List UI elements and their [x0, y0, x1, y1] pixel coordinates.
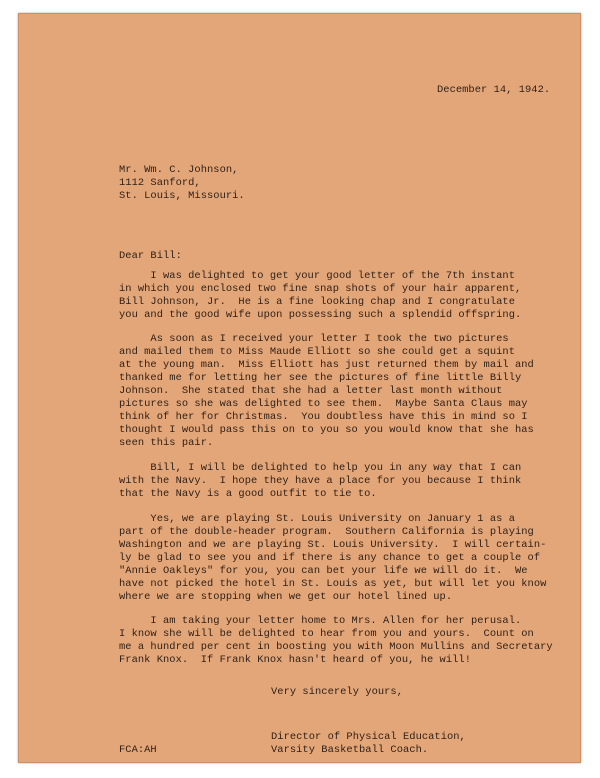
paragraph-line: Bill, I will be delighted to help you in any way that I can	[119, 462, 522, 474]
paragraph-line: Frank Knox. If Frank Knox hasn't heard of you, he will!	[119, 654, 471, 666]
paragraph-line: with the Navy. I hope they have a place for you because I think	[119, 475, 522, 487]
salutation: Dear Bill:	[119, 250, 182, 262]
paragraph-line: I am taking your letter home to Mrs. Allen for her perusal.	[119, 615, 522, 627]
paragraph-line: part of the double-header program. Southern California is playing	[119, 526, 534, 538]
paragraph-line: thought I would pass this on to you so you would know that she has	[119, 424, 534, 436]
paragraph-line: Washington and we are playing St. Louis University. I will certain-	[119, 539, 547, 551]
paragraph-line: ly be glad to see you and if there is any chance to get a couple of	[119, 552, 541, 564]
typist-initials: FCA:AH	[119, 744, 157, 756]
paragraph-line: thanked me for letting her see the pictures of fine little Billy	[119, 372, 522, 384]
signature-title: Director of Physical Education,	[271, 731, 466, 743]
paragraph-line: that the Navy is a good outfit to tie to.	[119, 488, 377, 500]
address-line: Mr. Wm. C. Johnson,	[119, 164, 239, 176]
paragraph-line: I was delighted to get your good letter of the 7th instant	[119, 270, 515, 282]
paragraph-line: I know she will be delighted to hear from you and yours. Count on	[119, 628, 534, 640]
paragraph-line: Johnson. She stated that she had a letter last month without	[119, 385, 503, 397]
paragraph-line: seen this pair.	[119, 437, 214, 449]
paragraph-line: in which you enclosed two fine snap shots of your hair apparent,	[119, 283, 522, 295]
paragraph-line: Yes, we are playing St. Louis University on January 1 as a	[119, 513, 515, 525]
paragraph-line: where we are stopping when we get our hotel lined up.	[119, 591, 453, 603]
paragraph-line: at the young man. Miss Elliott has just returned them by mail and	[119, 359, 534, 371]
signature-title: Varsity Basketball Coach.	[271, 744, 429, 756]
letter-date: December 14, 1942.	[437, 84, 551, 96]
paragraph-line: As soon as I received your letter I took the two pictures	[119, 333, 509, 345]
address-line: 1112 Sanford,	[119, 177, 201, 189]
paragraph-line: Bill Johnson, Jr. He is a fine looking chap and I congratulate	[119, 296, 515, 308]
letter-page	[18, 13, 581, 763]
paragraph-line: "Annie Oakleys" for you, you can bet your life we will do it. We	[119, 565, 528, 577]
closing: Very sincerely yours,	[271, 686, 403, 698]
paragraph-line: and mailed them to Miss Maude Elliott so she could get a squint	[119, 346, 515, 358]
paragraph-line: have not picked the hotel in St. Louis as yet, but will let you know	[119, 578, 547, 590]
paragraph-line: you and the good wife upon possessing such a splendid offspring.	[119, 309, 522, 321]
paragraph-line: pictures so she was delighted to see them. Maybe Santa Claus may	[119, 398, 528, 410]
address-line: St. Louis, Missouri.	[119, 190, 245, 202]
paragraph-line: me a hundred per cent in boosting you with Moon Mullins and Secretary	[119, 641, 553, 653]
paragraph-line: think of her for Christmas. You doubtless have this in mind so I	[119, 411, 528, 423]
